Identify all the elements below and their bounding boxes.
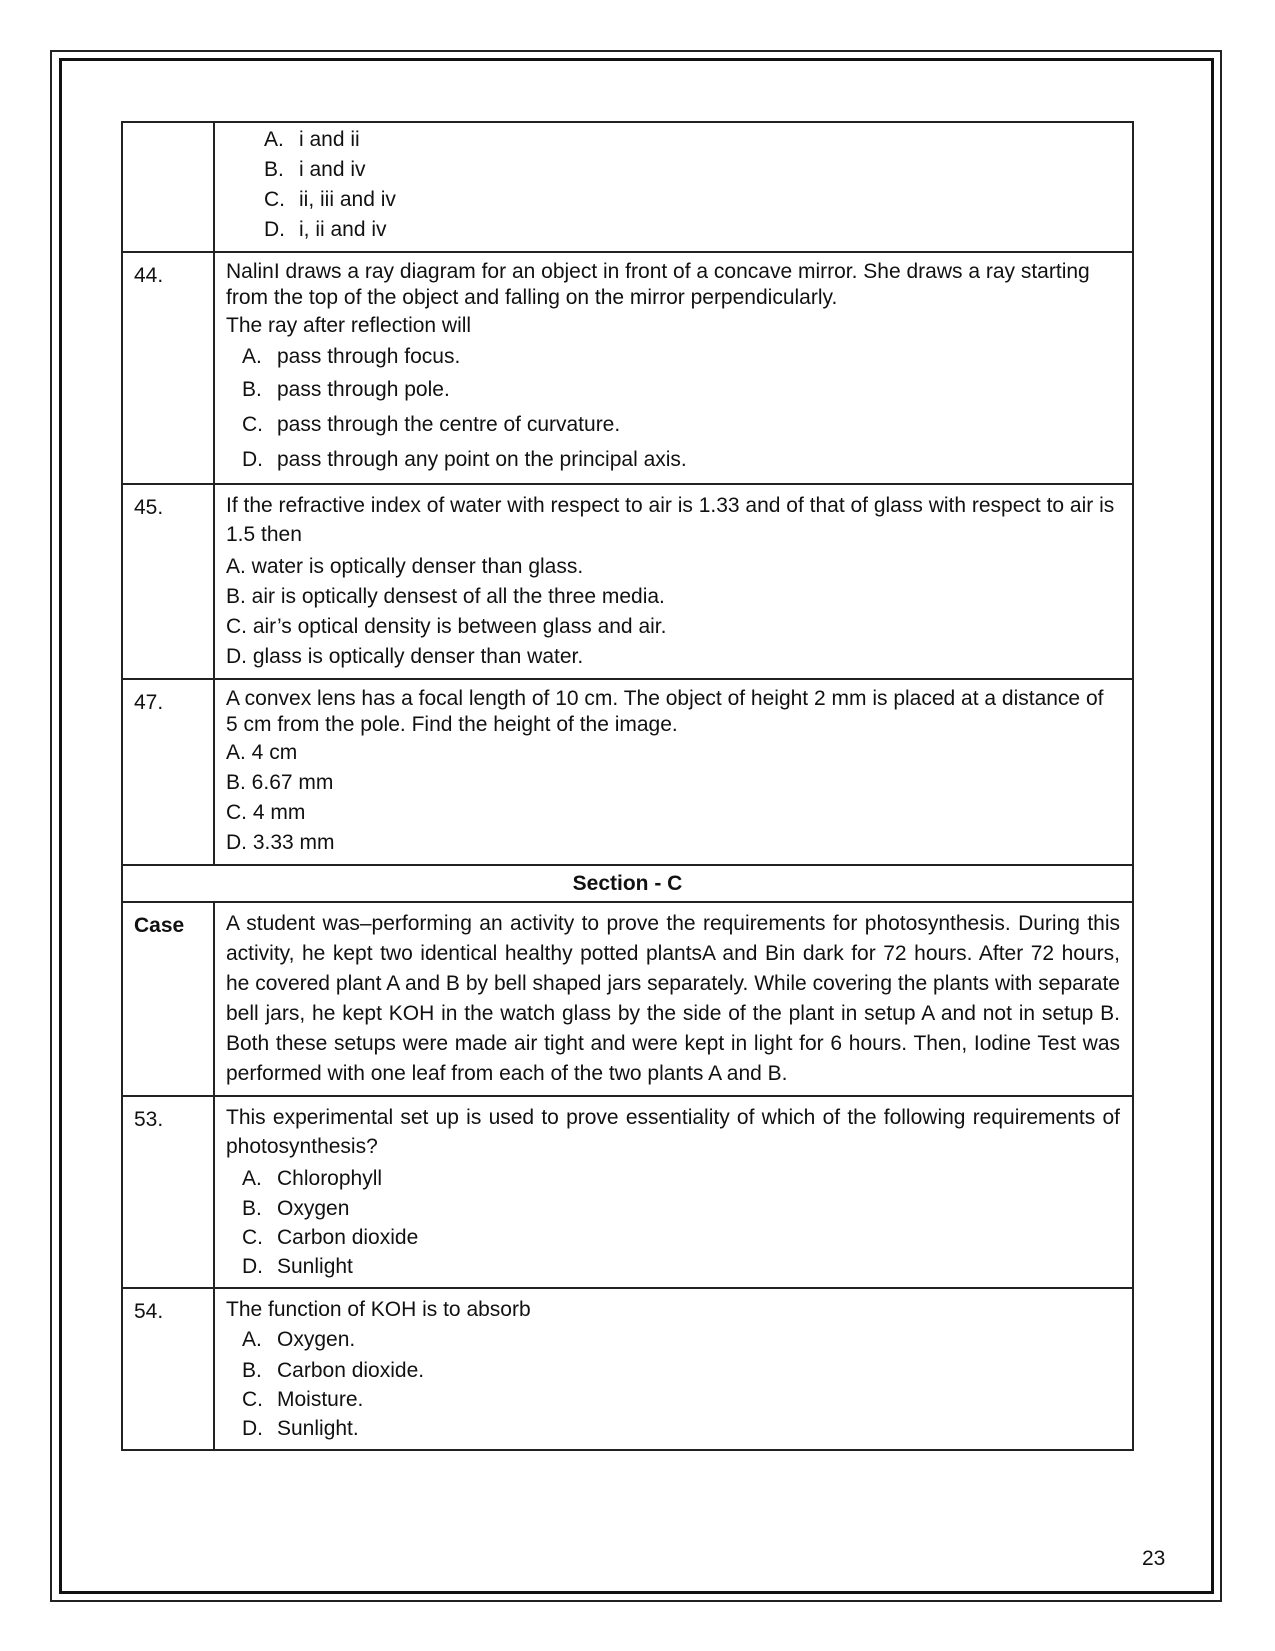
case-body: [214, 902, 1133, 1096]
question-row-53: [122, 1096, 1133, 1288]
question-stem-line: The ray after reflection will: [226, 314, 472, 337]
question-body: [214, 1096, 1133, 1288]
option-d: D. Sunlight: [242, 1255, 353, 1278]
option-c: C. ii, iii and iv: [264, 188, 396, 211]
option-b: B. 6.67 mm: [226, 771, 334, 794]
option-c: C. air’s optical density is between glass and air.: [226, 615, 667, 638]
option-b: B. Oxygen: [242, 1197, 350, 1220]
question-stem: A convex lens has a focal length of 10 cm. The object of height 2 mm is placed at a distance of 5 cm from the pole. Find the height of the image.: [226, 687, 1104, 736]
case-label: Case: [122, 902, 214, 1096]
question-stem: NalinI draws a ray diagram for an object in front of a concave mirror. She draws a ray starting from the top of the object and falling on the mirror perpendicularly.: [226, 260, 1090, 309]
option-d: D. glass is optically denser than water.: [226, 645, 584, 668]
question-stem: If the refractive index of water with respect to air is 1.33 and of that of glass with respect to air is 1.5 then: [226, 494, 1115, 546]
section-heading: Section - C: [122, 865, 1133, 902]
question-row-47: [122, 679, 1133, 865]
question-table: [121, 121, 1134, 1451]
question-body: [214, 484, 1133, 679]
question-body: [214, 679, 1133, 865]
option-a: A. Oxygen.: [242, 1328, 356, 1351]
question-row-45: [122, 484, 1133, 679]
question-row-54: [122, 1288, 1133, 1450]
question-stem: The function of KOH is to absorb: [226, 1298, 531, 1321]
question-number: 54.: [122, 1288, 214, 1450]
option-d: D. i, ii and iv: [264, 218, 387, 241]
question-row-continued: [122, 122, 1133, 252]
question-number: 47.: [122, 679, 214, 865]
option-c: C. Moisture.: [242, 1388, 364, 1411]
option-a: A. water is optically denser than glass.: [226, 555, 584, 578]
option-c: C. Carbon dioxide: [242, 1226, 419, 1249]
option-c: C. pass through the centre of curvature.: [242, 413, 621, 436]
option-d: D. Sunlight.: [242, 1417, 359, 1440]
page-number: 23: [1142, 1547, 1166, 1570]
option-b: B. Carbon dioxide.: [242, 1359, 425, 1382]
question-number: 44.: [122, 252, 214, 484]
option-a: A. pass through focus.: [242, 345, 461, 368]
option-d: D. pass through any point on the principal axis.: [242, 448, 687, 471]
case-row: [122, 902, 1133, 1096]
option-d: D. 3.33 mm: [226, 831, 335, 854]
question-stem: This experimental set up is used to prove essentiality of which of the following requirements of photosynthesis?: [226, 1106, 1120, 1158]
question-body: [214, 252, 1133, 484]
option-b: B. i and iv: [264, 158, 366, 181]
question-row-44: [122, 252, 1133, 484]
option-b: B. pass through pole.: [242, 378, 450, 401]
option-a: A. 4 cm: [226, 741, 298, 764]
question-number: [122, 122, 214, 252]
option-a: A. i and ii: [264, 128, 360, 151]
section-row: [122, 865, 1133, 902]
option-a: A. Chlorophyll: [242, 1167, 383, 1190]
question-number: 45.: [122, 484, 214, 679]
option-c: C. 4 mm: [226, 801, 306, 824]
question-number: 53.: [122, 1096, 214, 1288]
case-paragraph: A student was–performing an activity to prove the requirements for photosynthesis. During this activity, he kept two identical healthy potted plantsA and Bin dark for 72 hours. After 72 hours, he covered plant A and B by bell shaped jars separately. While covering the plants with separate bell jars, he kept KOH in the watch glass by the side of the plant in setup A and not in setup B. Both these setups were made air tight and were kept in light for 6 hours. Then, Iodine Test was performed with one leaf from each of the two plants A and B.: [226, 912, 1120, 1085]
option-b: B. air is optically densest of all the three media.: [226, 585, 665, 608]
question-body: [214, 1288, 1133, 1450]
question-body: [214, 122, 1133, 252]
